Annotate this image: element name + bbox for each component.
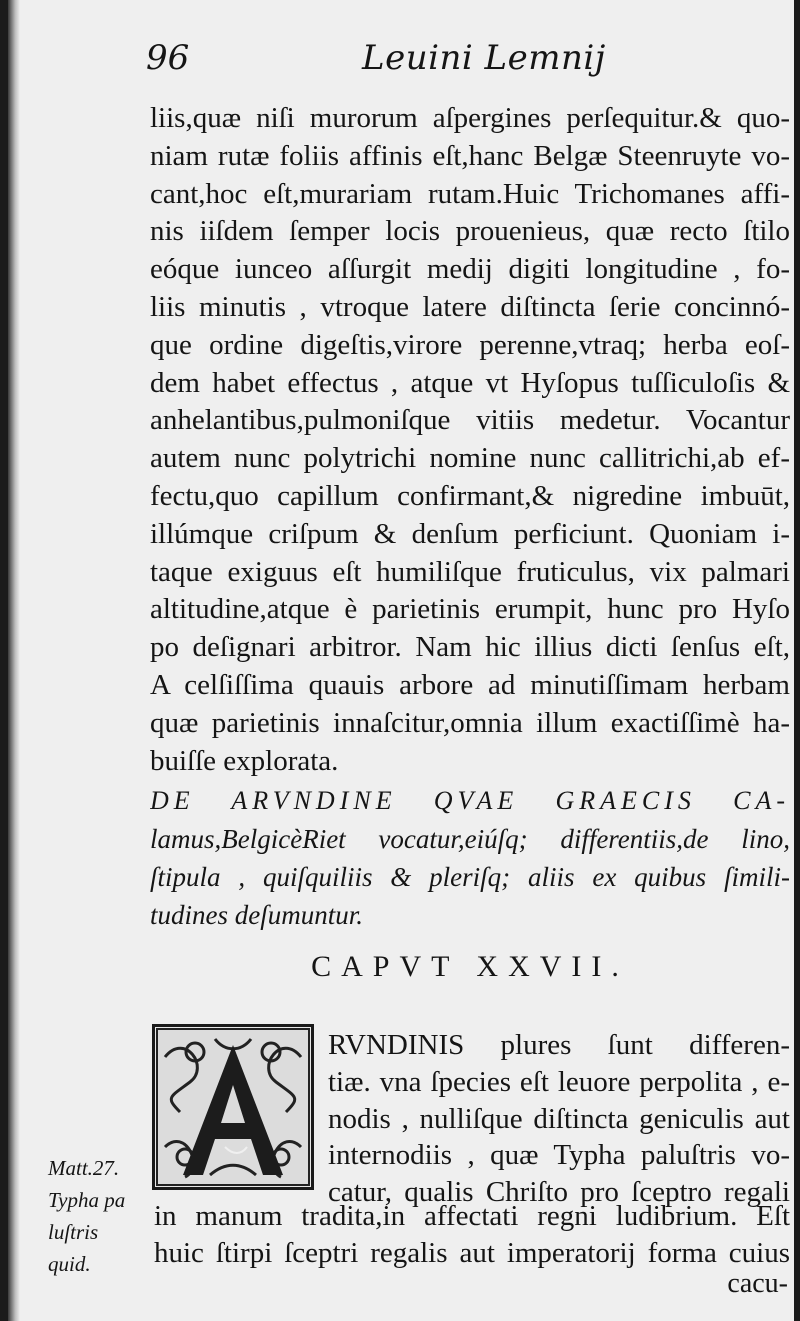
- heading-line: tudines deſumuntur.: [150, 900, 363, 930]
- text-line: dem habet effectus , atque vt Hyſopus tuſſiculoſis &: [150, 366, 790, 399]
- margin-note-line: luſtris: [48, 1220, 99, 1244]
- book-page: [8, 0, 794, 1321]
- text-line: RVNDINIS plures ſunt differen-: [328, 1029, 790, 1061]
- catchword: cacu-: [727, 1268, 788, 1299]
- text-line: niam rutæ foliis affinis eſt,hanc Belgæ Steenruyte vo-: [150, 139, 790, 172]
- heading-line: DE ARVNDINE QVAE GRAECIS CA-: [150, 786, 790, 815]
- margin-note: [48, 1152, 148, 1280]
- heading-line: lamus,BelgicèRiet vocatur,eiúſq; differentiis,de lino,: [150, 824, 790, 854]
- text-line: eóque iunceo aſſurgit medij digiti longitudine , fo-: [150, 253, 790, 286]
- chapter-title: CAPVT XXVII.: [311, 950, 629, 983]
- text-line: cant,hoc eſt,murariam rutam.Huic Trichomanes affi-: [150, 177, 790, 210]
- text-line: buiſſe explorata.: [150, 744, 339, 777]
- text-line: quæ parietinis innaſcitur,omnia illum exactiſſimè ha-: [150, 706, 790, 739]
- body-text: [150, 100, 790, 780]
- margin-note-line: Matt.27.: [48, 1156, 120, 1180]
- text-line: que ordine digeſtis,virore perenne,vtraq; herba eoſ-: [150, 328, 790, 361]
- text-line: internodiis , quæ Typha paluſtris vo-: [328, 1139, 790, 1172]
- chapter-heading: [150, 782, 790, 934]
- text-line: huic ſtirpi ſceptri regalis aut imperatorij forma cuius: [154, 1237, 790, 1269]
- text-line: fectu,quo capillum confirmant,& nigredine imbuūt,: [150, 479, 790, 512]
- text-line: in manum tradita,in affectati regni ludibrium. Eſt: [154, 1200, 790, 1232]
- text-line: catur, qualis Chriſto pro ſceptro regali: [328, 1176, 790, 1209]
- running-title: Leuini Lemnij: [362, 38, 606, 78]
- ornament-initial-icon: [155, 1027, 311, 1187]
- text-line: liis,quæ niſi murorum aſpergines perſequitur.& quo-: [150, 102, 790, 134]
- text-line: po deſignari arbitror. Nam hic illius dicti ſenſus eſt,: [150, 631, 790, 664]
- text-line: altitudine,atque è parietinis erumpit, hunc pro Hyſo: [150, 593, 790, 626]
- spine-shadow: [8, 0, 20, 1321]
- text-line: taque exiguus eſt humiliſque fruticulus, vix palmari: [150, 555, 790, 588]
- text-line: A celſiſſima quauis arbore ad minutiſſimam herbam: [150, 668, 790, 701]
- text-line: illúmque criſpum & denſum perficiunt. Quoniam i-: [150, 517, 790, 550]
- initial-paragraph: [328, 1027, 790, 1211]
- heading-line: ſtipula , quiſquiliis & pleriſq; aliis ex quibus ſimili-: [150, 862, 790, 892]
- text-line: tiæ. vna ſpecies eſt leuore perpolita , e-: [328, 1065, 790, 1098]
- text-line: nodis , nulliſque diſtincta geniculis aut: [328, 1102, 790, 1135]
- decorated-initial: [152, 1024, 314, 1190]
- page-number: 96: [146, 38, 190, 78]
- margin-note-line: Typha pa: [48, 1188, 126, 1212]
- text-line: liis minutis , vtroque latere diſtincta ſerie concinnó-: [150, 290, 790, 323]
- page-header: [146, 38, 786, 94]
- text-line: anhelantibus,pulmoniſque vitiis medetur. Vocantur: [150, 404, 790, 437]
- text-line: nis iiſdem ſemper locis prouenieus, quæ recto ſtilo: [150, 215, 790, 248]
- closing-paragraph: [154, 1198, 790, 1272]
- margin-note-line: quid.: [48, 1252, 91, 1276]
- text-line: autem nunc polytrichi nomine nunc callitrichi,ab ef-: [150, 442, 790, 475]
